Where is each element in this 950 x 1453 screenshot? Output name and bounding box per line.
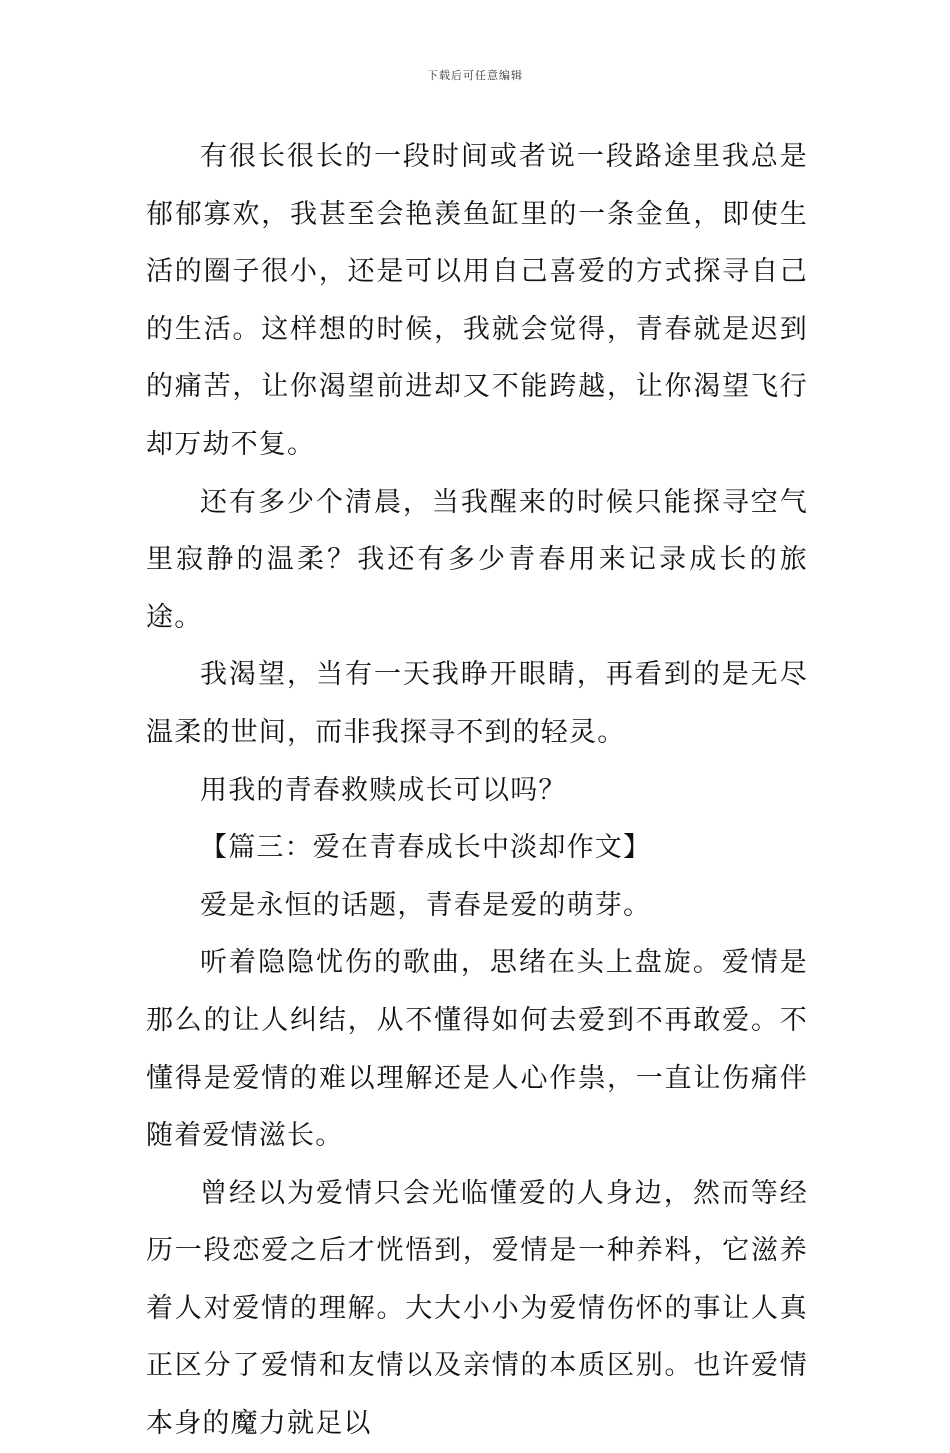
paragraph: 有很长很长的一段时间或者说一段路途里我总是郁郁寡欢，我甚至会艳羡鱼缸里的一条金鱼，即使生活的圈子很小，还是可以用自己喜爱的方式探寻自己的生活。这样想的时候，我就会觉得，青春就是迟到的痛苦，让你渴望前进却又不能跨越，让你渴望飞行却万劫不复。 — [146, 141, 808, 460]
paragraph: 还有多少个清晨，当我醒来的时候只能探寻空气里寂静的温柔？我还有多少青春用来记录成长的旅途。 — [146, 486, 808, 633]
page-header: 下载后可任意编辑 — [427, 69, 523, 82]
paragraph: 我渴望，当有一天我睁开眼睛，再看到的是无尽温柔的世间，而非我探寻不到的轻灵。 — [146, 659, 808, 748]
paragraph: 曾经以为爱情只会光临懂爱的人身边，然而等经历一段恋爱之后才恍悟到，爱情是一种养料，它滋养着人对爱情的理解。大大小小为爱情伤怀的事让人真正区分了爱情和友情以及亲情的本质区别。也许爱情本身的魔力就足以 — [146, 1177, 808, 1440]
document-body — [146, 128, 808, 1453]
paragraph: 用我的青春救赎成长可以吗？ — [200, 774, 567, 806]
paragraph: 爱是永恒的话题，青春是爱的萌芽。 — [200, 889, 652, 921]
paragraph: 听着隐隐忧伤的歌曲，思绪在头上盘旋。爱情是那么的让人纠结，从不懂得如何去爱到不再敢爱。不懂得是爱情的难以理解还是人心作祟，一直让伤痛伴随着爱情滋长。 — [146, 947, 808, 1152]
section-heading: 【篇三：爱在青春成长中淡却作文】 — [200, 832, 652, 864]
